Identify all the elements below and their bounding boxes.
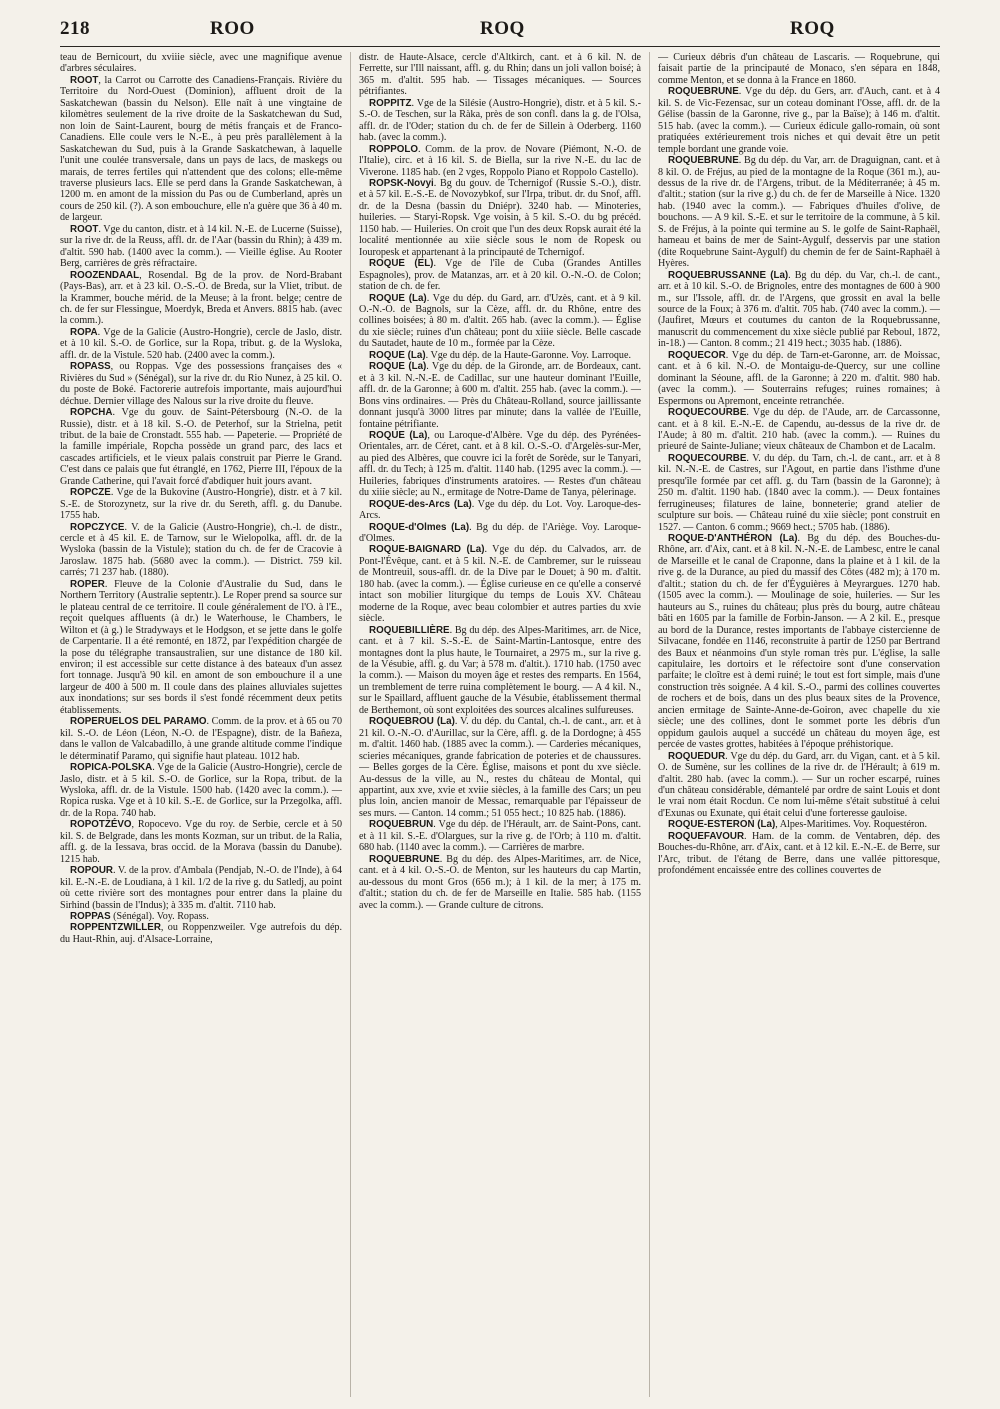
- dictionary-entry: [359, 178, 641, 258]
- entry-headword: ROPA: [70, 326, 98, 338]
- dictionary-entry: [359, 144, 641, 178]
- entry-text: . Bg du dép. du Var, arr. de Draguignan, cant. et à 8 kil. O. de Fréjus, au pied de la montagne de la Roque (361 m.), au-dessus de la rive dr. de l'Argens, tribut. de la Méditerranée; à 45 m. d'altit.; station (sur la rive g.) du ch. de fer de Marseille à Nice. 1320 hab. (1940 avec la comm.). — Fabriques d'huiles d'olive, de bouchons. — A 9 kil. S.-E. et sur le territoire de la commune, à 5 kil. S. de Fréjus, à la pointe qui termine au S. le golfe de Saint-Raphaël, hameau et bains de mer de Saint-Aygulf, desservis par une station (dite Roquebrune Saint-Aygulf) du chemin de fer de Saint-Raphaël à Hyères.: [658, 155, 940, 270]
- dictionary-entry: [658, 831, 940, 877]
- dictionary-entry: [359, 625, 641, 717]
- entry-text: distr. de Haute-Alsace, cercle d'Altkirch, cant. et à 6 kil. N. de Ferrette, sur l'Ill naissant, affl. g. du Rhin; dans un joli vallon boisé; à 365 m. d'altit. 595 hab. — Tissages mécaniques. — Sources pétrifiantes.: [359, 52, 641, 98]
- entry-headword: ROQUECOURBE: [668, 452, 747, 464]
- entry-text: . Bg du dép. du Var, ch.-l. de cant., arr. et à 10 kil. S.-O. de Brignoles, entre des montagnes de 600 à 900 m., sur l'Issole, affl. dr. de l'Argens, que grossit en aval la belle source de la Foux; à 376 m. d'altit. 705 hab. (740 avec la comm.). — (Jaufiret, Mœurs et coutumes du canton de la Roquebrussanne, manuscrit du commencement du xixe siècle publié par Reboul, 1872, in-18.) — Canton. 8 comm.; 21 419 hect.; 3035 hab. (1886).: [658, 269, 940, 350]
- entry-headword: ROPPITZ: [369, 97, 412, 109]
- entry-headword: ROQUE (La): [369, 349, 426, 361]
- entry-headword: ROQUEBRUNE: [668, 155, 739, 167]
- dictionary-entry: [359, 98, 641, 144]
- entry-text: . Vge de la Galicie (Austro-Hongrie), cercle de Jaslo, distr. et à 10 kil. S.-O. de Gorlice, sur la Ropa, tribut. g. de la Wysloka, affl. dr. de la Vistule. 520 hab. (2400 avec la comm.).: [60, 326, 342, 361]
- dictionary-entry: [359, 522, 641, 545]
- running-header: [60, 18, 940, 44]
- text-column-1: [60, 52, 342, 1397]
- entry-text: . Vge du canton, distr. et à 14 kil. N.-E. de Lucerne (Suisse), sur la rive dr. de la Reuss, affl. dr. de l'Aar (bassin du Rhin); à 439 m. d'altit. 590 hab. (1400 avec la comm.). — Vieille église. Au Rooter Berg, carrières de grès réfractaire.: [60, 223, 342, 270]
- entry-headword: ROPER: [70, 578, 105, 590]
- entry-text: . V. de la prov. d'Ambala (Pendjab, N.-O. de l'Inde), à 64 kil. E.-N.-E. de Loudiana, à 1 kil. 1/2 de la rive g. du Satledj, au point où cette rivière sort des montagnes pour entrer dans la plaine du Sirhind (bassin de l'Indus); à 335 m. d'altit. 7110 hab.: [60, 865, 342, 911]
- entry-text: . Bg du dép. des Bouches-du-Rhône, arr. d'Aix, cant. et à 8 kil. N.-N.-E. de Lambesc, entre le canal de Marseille et le canal de Craponne, dans la plaine et à 1 kil. de la rive g. de la Durance, au pied du massif des Côtes (482 m); à 170 m. d'altit.; station du ch. de fer d'Éyguières à Meyrargues. 1270 hab. (1505 avec la comm.). — Moulinage de soie, huileries. — Sur les hauteurs au S., ruines du château; plus près du bourg, autre château bâti en 1605 par la famille de Forbin-Janson. — A 2 kil. E., presque au bord de la Durance, restes importants de l'abbaye cistercienne de Silvacane, fondée en 1146, reconstruite à partir de 1250 par Bertrand des Baux et néanmoins d'un style roman très pur. L'église, la salle capitulaire, les dortoirs et le réfectoire sont d'une conservation parfaite; le cloître est à demi ruiné; le tout est fort simple, mais d'une construction très soignée. A 4 kil. S.-O., parmi des collines couvertes de rochers et de bois, dans un des plus beaux sites de la Provence, ancien ermitage de Sainte-Anne-de-Goiron, avec chapelle du xie siècle; une des collines, dont le sommet porte les débris d'un oppidum gaulois auquel a succédé un château du moyen âge, est percée de vastes grottes, habitées à l'époque préhistorique.: [658, 533, 940, 751]
- entry-headword: ROPOUR: [70, 865, 114, 877]
- entry-text: . Vge de la Silésie (Austro-Hongrie), distr. et à 5 kil. S.-S.-O. de Teschen, sur la Ràka, près de son confl. dans la g. de l'Olsa, affl. dr. de l'Oder; station du ch. de fer de Sillein à Oderberg. 1160 hab. (avec la comm.).: [359, 97, 641, 144]
- dictionary-entry: [359, 293, 641, 350]
- column-divider: [649, 52, 650, 1397]
- entry-text: . Comm. de la prov. et à 65 ou 70 kil. S.-O. de Léon (Léon, N.-O. de l'Espagne), distr. de la Bañeza, dans le vallon de Valcabadillo, à une grande altitude comme l'indique le déterminatif Paramo, qui signifie haut plateau. 1012 hab.: [60, 716, 342, 762]
- dictionary-entry: [359, 544, 641, 624]
- dictionary-entry: [359, 716, 641, 819]
- dictionary-entry: [658, 819, 940, 830]
- header-right-word: ROQ: [790, 18, 835, 39]
- entry-text: . Vge de l'île de Cuba (Grandes Antilles Espagnoles), prov. de Matanzas, arr. et à 20 kil. O.-N.-O. de Colon; station de ch. de fer.: [359, 258, 641, 293]
- entry-headword: ROQUEBILLIÈRE: [369, 624, 450, 636]
- dictionary-entry: [60, 922, 342, 945]
- entry-text: , ou Roppas. Vge des possessions françaises des « Rivières du Sud » (Sénégal), sur la rive dr. du Rio Nunez, à 25 kil. O. du poste de Boké. Factorerie autrefois importante, mais aujourd'hui déchue. Dernier village des Nalous sur la rive droite du fleuve.: [60, 361, 342, 407]
- header-left-word: ROO: [210, 18, 255, 39]
- entry-headword: ROPSK-Novyi: [369, 177, 434, 189]
- entry-text: . Vge du dép. du Gard, arr. du Vigan, cant. et à 5 kil. O. de Sumène, sur les collines de la rive dr. de l'Hérault; à 619 m. d'altit. 280 hab. (avec la comm.). — Sur un rocher escarpé, ruines d'un château considérable, démantelé par ordre de saint Louis et dont le vrai nom était Rocdun. Ce nom lui-même s'était substitué à celui d'Exunas ou Exunate, qui était celui d'une forteresse gauloise.: [658, 750, 940, 819]
- entry-headword: ROOT: [70, 74, 99, 86]
- entry-text: . Vge du dép. de Tarn-et-Garonne, arr. de Moissac, cant. et à 6 kil. N.-O. de Montaigu-de-Quercy, sur une colline dominant la Séoune, affl. de la Garonne; à 220 m. d'altit. 980 hab. (avec la comm.). — Souterrains refuges; ruines romaines; à Espermons ou Apremont, enceinte retranchée.: [658, 349, 940, 407]
- column-divider: [350, 52, 351, 1397]
- dictionary-entry: [60, 224, 342, 270]
- dictionary-entry: [60, 52, 342, 75]
- entry-text: (Sénégal). Voy. Ropass.: [110, 910, 209, 922]
- dictionary-entry: [359, 258, 641, 292]
- entry-text: — Curieux débris d'un château de Lascaris. — Roquebrune, qui faisait partie de la principauté de Monaco, s'en sépara en 1848, comme Menton, et se donna à la France en 1860.: [658, 52, 940, 86]
- entry-headword: ROQUE-des-Arcs (La): [369, 498, 472, 510]
- entry-text: . Bg du dép. des Alpes-Maritimes, arr. de Nice, cant. et à 7 kil. S.-S.-E. de Saint-Martin-Lantosque, entre des montagnes dont la plus haute, le Tournairet, a 2975 m., sur la rive g. de la Vésubie, affl. g. du Var; à 578 m. d'altit.). 1710 hab. (1750 avec la comm.). — Maison du moyen âge et restes des remparts. En 1564, un tremblement de terre ruina complètement le bourg. — A 4 kil. N., sur le Spaillard, affluent gauche de la Vésubie, établissement thermal de Berthemont, où sont exploitées des sources alcalines sulfureuses.: [359, 624, 641, 716]
- entry-headword: ROPCZYCE: [70, 521, 125, 533]
- entry-headword: ROOT: [70, 223, 99, 235]
- entry-headword: ROQUE (La): [369, 292, 427, 304]
- entry-text: . Comm. de la prov. de Novare (Piémont, N.-O. de l'Italie), circ. et à 16 kil. S. de Biella, sur la rive N.-E. du lac de Viverone. 1185 hab. (en 2 vges, Roppolo Piano et Roppolo Castello).: [359, 143, 641, 178]
- entry-text: . V. de la Galicie (Austro-Hongrie), ch.-l. de distr., cercle et à 45 kil. E. de Tarnow, sur le Wielopolka, affl. dr. de la Wysloka (bassin de la Vistule); station du ch. de fer de Cracovie à Jaroslaw. 1875 hab. (5680 avec la comm.). — District. 759 kil. carrés; 71 237 hab. (1880).: [60, 521, 342, 579]
- dictionary-entry: [60, 75, 342, 224]
- dictionary-entry: [60, 579, 342, 716]
- entry-text: . Bg du dép. des Alpes-Maritimes, arr. de Nice, cant. et à 4 kil. O.-S.-O. de Menton, sur les hauteurs du cap Martin, au-dessous du mont Gros (656 m.); à 1 kil. de la mer; à 175 m. d'altit.; station du ch. de fer de Marseille en Italie. 585 hab. (1155 avec la comm.). — Grande culture de citrons.: [359, 853, 641, 911]
- dictionary-entry: [60, 407, 342, 487]
- dictionary-entry: [359, 361, 641, 430]
- dictionary-entry: [658, 86, 940, 155]
- entry-headword: ROPPAS: [70, 910, 111, 922]
- entry-headword: ROPCZE: [70, 487, 111, 499]
- entry-text: . Vge du dép. de l'Hérault, arr. de Saint-Pons, cant. et à 11 kil. S.-E. d'Olargues, sur la rive g. de l'Orb; à 110 m. d'altit. 680 hab. (1140 avec la comm.). — Carrières de marbre.: [359, 819, 641, 854]
- entry-headword: ROQUE (EL): [369, 258, 434, 270]
- dictionary-entry: [658, 751, 940, 820]
- entry-headword: ROPOTZÉVO: [70, 819, 132, 831]
- dictionary-entry: [658, 533, 940, 751]
- entry-text: . Vge du dép. de l'Aude, arr. de Carcassonne, cant. et à 8 kil. E.-N.-E. de Capendu, au-dessus de la rive dr. de l'Aude; à 80 m. d'altit. 210 hab. (avec la comm.). — Ruines du prieuré de Sainte-Juliane; vieux châteaux de Chambon et de Lacalm.: [658, 407, 940, 453]
- entry-text: . Vge du gouv. de Saint-Pétersbourg (N.-O. de la Russie), distr. et à 18 kil. S.-O. de Peterhof, sur la Strielna, petit tribut. de la baie de Cronstadt. 555 hab. — Papeterie. — Propriété de la famille impériale, Ropcha possède un grand parc, des lacs et cascades artificiels, et le vieux palais construit par Pierre le Grand. C'est dans ce palais que fut étranglé, en 1762, Pierre III, l'époux de la Grande Catherine, qui l'avait forcé d'abdiquer huit jours avant.: [60, 407, 342, 487]
- entry-headword: ROQUE (La): [369, 429, 428, 441]
- dictionary-entry: [60, 762, 342, 819]
- entry-text: , la Carrot ou Carrotte des Canadiens-Français. Rivière du Territoire du Nord-Ouest (Dominion), affluent droit de la Saskatchewan (bassin du Nelson). Elle naît à une vingtaine de kilomètres seulement de la rive droite de la Saskatchewan du Sud, non loin de Saint-Laurent, bourg de métis français et de Franco-Canadiens. Elle coule vers le N.-E., à peu près parallèlement à la Saskatchewan du Sud, puis à la Grande Saskatchewan, à laquelle l'unit une coulée transversale, dans un pays de lacs, de maskegs ou marais, de terres fertiles qui n'attendent que des colons; elle-même traverse plusieurs lacs. Elle se perd dans la Grande Saskatchewan, à 1200 m. en amont de la mission du Pas ou de Cumberland, après un cours de 250 kil. (?). A son embouchure, elle n'a guère que 36 à 40 m. de largeur.: [60, 74, 342, 224]
- dictionary-entry: [60, 361, 342, 407]
- entry-text: , Ropocevo. Vge du roy. de Serbie, cercle et à 50 kil. S. de Belgrade, dans les monts Kozman, sur un tribut. de la Ralia, affl. g. de la Iessava, bras occid. de la Morava (bassin du Danube). 1215 hab.: [60, 819, 342, 865]
- entry-headword: ROPCHA: [70, 407, 113, 419]
- dictionary-entry: [60, 911, 342, 922]
- text-column-3: [658, 52, 940, 1397]
- dictionary-entry: [658, 270, 940, 350]
- entry-text: . Ham. de la comm. de Ventabren, dép. des Bouches-du-Rhône, arr. d'Aix, cant. et à 12 kil. E.-N.-E. de Berre, sur l'Arc, tribut. de l'étang de Berre, dans une vallée pittoresque, profondément encaissée entre des collines couvertes de: [658, 830, 940, 877]
- entry-headword: ROQUEBRUNE: [369, 853, 440, 865]
- entry-text: , ou Roppenzweiler. Vge autrefois du dép. du Haut-Rhin, auj. d'Alsace-Lorraine,: [60, 922, 342, 945]
- dictionary-entry: [658, 350, 940, 407]
- entry-headword: ROPASS: [70, 361, 111, 373]
- dictionary-entry: [359, 350, 641, 361]
- entry-headword: ROQUE-BAIGNARD (La): [369, 544, 485, 556]
- entry-text: . Bg du gouv. de Tchernigof (Russie S.-O.), distr. et à 57 kil. E.-S.-E. de Novozybkof, sur l'Irpa, tribut. dr. du Snof, affl. dr. de la Desna (bassin du Dniépr). 3240 hab. — Minoteries, huileries. — Staryi-Ropsk. Vge voisin, à 5 kil. S.-O. du bg précéd. 1150 hab. — Huileries. On croit que l'un des deux Ropsk aurait été la localité mentionnée au xiie siècle sous le nom de Ropesk ou Iouropesk et appartenant à la principauté de Tchernigof.: [359, 177, 641, 258]
- entry-text: . Vge de la Galicie (Austro-Hongrie), cercle de Jaslo, distr. et à 5 kil. S.-O. de Gorlice, sur la Ropa, tribut. de la Wysloka, affl. dr. de la Vistule. 1500 hab. (1420 avec la comm.). — Ropica ruska. Vge et à 10 kil. S.-E. de Gorlice, sur la Przegolka, affl. dr. de la Ropa. 740 hab.: [60, 762, 342, 819]
- dictionary-entry: [658, 52, 940, 86]
- entry-text: , Alpes-Maritimes. Voy. Roquestéron.: [775, 819, 928, 831]
- entry-headword: ROPPOLO: [369, 143, 418, 155]
- entry-headword: ROQUEBRUSSANNE (La): [668, 269, 789, 281]
- entry-headword: ROQUEBRUNE: [668, 86, 739, 98]
- entry-headword: ROQUEBRUN: [369, 819, 434, 831]
- dictionary-entry: [658, 407, 940, 453]
- entry-headword: ROOZENDAAL: [70, 269, 140, 281]
- dictionary-entry: [658, 155, 940, 270]
- entry-headword: ROQUEDUR: [668, 750, 726, 762]
- page-number: 218: [60, 18, 90, 39]
- entry-text: . Vge du dép. du Gard, arr. d'Uzès, cant. et à 9 kil. O.-N.-O. de Bagnols, sur la Cèze, affl. dr. du Rhône, entre des collines boisées; à 80 m. d'altit. 265 hab. (avec la comm.). — Église du xie siècle; ruines d'un château; pont du xiiie siècle. Belle cascade du Sautadet, haute de 10 m., formée par la Cèze.: [359, 292, 641, 350]
- dictionary-entry: [60, 487, 342, 521]
- dictionary-entry: [60, 270, 342, 327]
- entry-headword: ROQUECOURBE: [668, 407, 747, 419]
- entry-text: . Vge du dép. de la Gironde, arr. de Bordeaux, cant. et à 3 kil. N.-N.-E. de Cadillac, sur une hauteur dominant l'Euille, affl. dr. de la Garonne; à 600 m. d'altit. 255 hab. (avec la comm.). — Bons vins ordinaires. — Près du Château-Rolland, source jaillissante donnant jusqu'à 3000 litres par minute; dans la vallée de l'Euille, fontaine pétrifiante.: [359, 361, 641, 430]
- entry-text: , Rosendal. Bg de la prov. de Nord-Brabant (Pays-Bas), arr. et à 23 kil. O.-S.-O. de Breda, sur la Vliet, tribut. de la Krammer, bouche mérid. de la Meuse; à la front. belge; centre de ch. de fer sur Flessingue, Moerdyk, Breda et Anvers. 8815 hab. (avec la comm.).: [60, 269, 342, 327]
- entry-text: . Vge du dép. du Gers, arr. d'Auch, cant. et à 4 kil. S. de Vic-Fezensac, sur un coteau dominant l'Osse, affl. dr. de la Gélise (bassin de la Garonne, rive g., par la Baïse); à 146 m. d'altit. 515 hab. (avec la comm.). — Curieux édicule gallo-romain, où sont pratiquées extérieurement trois niches et qui devait être un petit temple bordant une grande voie.: [658, 86, 940, 155]
- dictionary-entry: [359, 499, 641, 522]
- entry-text: teau de Bernicourt, du xviiie siècle, avec une magnifique avenue d'arbres séculaires.: [60, 52, 342, 75]
- header-center-word: ROQ: [480, 18, 525, 39]
- entry-headword: ROQUECOR: [668, 349, 726, 361]
- entry-headword: ROQUEFAVOUR: [668, 830, 745, 842]
- dictionary-entry: [359, 819, 641, 853]
- dictionary-entry: [359, 430, 641, 499]
- entry-text: . Vge du dép. du Calvados, arr. de Pont-l'Évêque, cant. et à 5 kil. N.-E. de Cambremer, sur le ruisseau de Montreuil, sous-affl. dr. de la Dive par le Douet; à 90 m. d'altit. 180 hab. (avec la comm.). — Église curieuse en ce qu'elle a conservé intact son mobilier liturgique du temps de Louis XV. Château moderne de la Roque, avec beau colombier et autres parties du xvie siècle.: [359, 544, 641, 625]
- entry-text: . V. du dép. du Tarn, ch.-l. de cant., arr. et à 8 kil. N.-N.-E. de Castres, sur l'Agout, en partie dans l'isthme d'une presqu'île formée par cet affl. g. du Tarn (bassin de la Garonne); à 250 m. d'altit. 1190 hab. (1840 avec la comm.). — Deux fontaines ferrugineuses; filatures de laine, bonneterie; grand atelier de sculpture sur bois. — Château ruiné du xiie siècle; pont construit en 1527. — Canton. 6 comm.; 9669 hect.; 5705 hab. (1886).: [658, 452, 940, 533]
- dictionary-entry: [60, 522, 342, 579]
- dictionary-entry: [60, 819, 342, 865]
- dictionary-entry: [359, 854, 641, 911]
- entry-text: . Fleuve de la Colonie d'Australie du Sud, dans le Northern Territory (Australie septentr.). Le Roper prend sa source sur le plateau central de ce territoire. Il coule généralement de l'O. à l'E., reçoit quelques affluents (à dr.) le Waterhouse, le Chambers, le Wilton et (à g.) le Stradyways et le Hodgson, et se jette dans le golfe de Carpentarie. Il a été remonté, en 1872, par l'expédition chargée de la pose du télégraphe transaustralien, sur une distance de 180 kil. environ; il est accessible sur cette distance à des bateaux d'un assez fort tonnage. Jusqu'à 90 kil. en amont de son embouchure il a une largeur de 400 à 500 m. Il coule dans des plaines alluviales sujettes aux inondations; sur ses bords il s'est fondé récemment deux petits établissements.: [60, 578, 342, 716]
- dictionary-entry: [60, 716, 342, 762]
- header-rule: [60, 46, 940, 47]
- entry-text: , ou Laroque-d'Albère. Vge du dép. des Pyrénées-Orientales, arr. de Céret, cant. et à 8 kil. O.-S.-O. d'Argelès-sur-Mer, au pied des Albères, que couvre ici la forêt de Sorède, sur le Tanyari, affl. dr. du Tech; à 125 m. d'altit. 1140 hab. (1295 avec la comm.). — Huileries, fabriques d'instruments aratoires. — Restes d'un château du xiiie siècle; au N., ermitage de Notre-Dame de Tanya, pèlerinage.: [359, 429, 641, 499]
- text-column-2: [359, 52, 641, 1397]
- dictionary-entry: [359, 52, 641, 98]
- entry-headword: ROPERUELOS DEL PARAMO: [70, 716, 207, 728]
- dictionary-entry: [60, 327, 342, 361]
- dictionary-entry: [658, 453, 940, 533]
- entry-text: . V. du dép. du Cantal, ch.-l. de cant., arr. et à 21 kil. O.-N.-O. d'Aurillac, sur la Cère, affl. g. de la Dordogne; à 455 m. d'altit. 1460 hab. (1885 avec la comm.). — Carderies mécaniques, scieries mécaniques, grande fabrication de poteries et de chaussures. — Belles gorges de la Cère. Église, maisons et pont du xve siècle. Au-dessus de la ville, au N., restes du château de Montal, qui appartint, aux xve, xvie et xviie siècles, à la famille des Cars; un peu plus loin, ancien manoir de Messac, remarquable par l'épaisseur de ses murs. — Canton. 14 comm.; 51 055 hect.; 10 825 hab. (1886).: [359, 716, 641, 819]
- entry-headword: ROPICA-POLSKA: [70, 762, 153, 774]
- entry-headword: ROQUE (La): [369, 361, 427, 373]
- entry-headword: ROQUE-ESTERON (La): [668, 819, 776, 831]
- entry-headword: ROQUE-D'ANTHÉRON (La): [668, 533, 798, 545]
- entry-text: . Bg du dép. de l'Ariège. Voy. Laroque-d'Olmes.: [359, 521, 641, 545]
- entry-text: . Vge du dép. de la Haute-Garonne. Voy. Larroque.: [425, 349, 631, 361]
- entry-text: . Vge du dép. du Lot. Voy. Laroque-des-Arcs.: [359, 498, 641, 522]
- entry-headword: ROQUE-d'Olmes (La): [369, 521, 470, 533]
- entry-headword: ROPPENTZWILLER: [70, 922, 161, 934]
- entry-headword: ROQUEBROU (La): [369, 716, 455, 728]
- dictionary-entry: [60, 865, 342, 911]
- entry-text: . Vge de la Bukovine (Austro-Hongrie), distr. et à 7 kil. S.-E. de Storozynetz, sur la rive dr. du Sereth, affl. g. du Danube. 1755 hab.: [60, 487, 342, 522]
